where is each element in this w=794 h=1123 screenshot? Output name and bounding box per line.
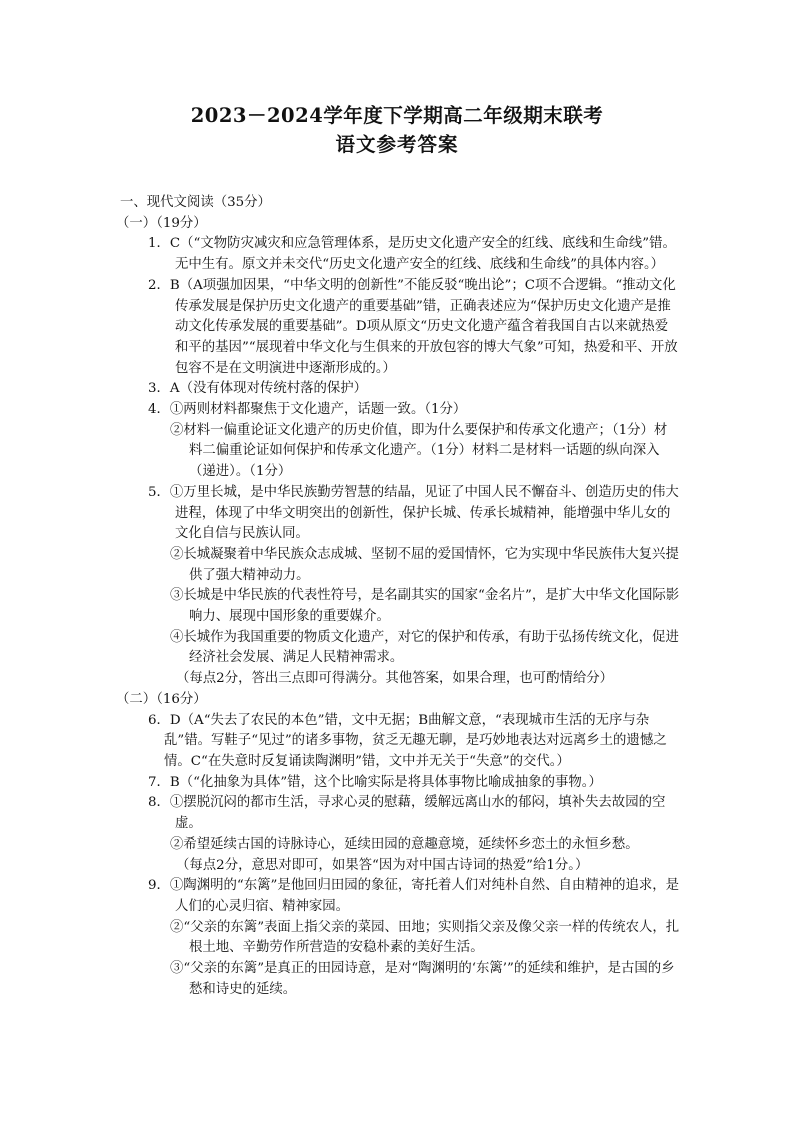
part-heading-2: （二）（16分） <box>116 691 207 707</box>
answer-content <box>116 193 680 1000</box>
answer-q9-point1: 9．①陶渊明的“东篱”是他回归田园的象征，寄托着人们对纯朴自然、自由精神的追求，是人们的心灵归宿、精神家园。 <box>148 878 680 914</box>
answer-q8-point2: ②希望延续古国的诗脉诗心，延续田园的意趣意境，延续怀乡恋土的永恒乡愁。 <box>170 836 639 852</box>
answer-q5-point3: ③长城是中华民族的代表性符号，是名副其实的国家“金名片”，是扩大中华文化国际影响力、展现中国形象的重要媒介。 <box>170 588 680 625</box>
answer-q5-point1: 5．①万里长城，是中华民族勤劳智慧的结晶，见证了中国人民不懈奋斗、创造历史的伟大进程，体现了中华文明突出的创新性，保护长城、传承长城精神，能增强中华儿女的文化自信与民族认同。 <box>148 484 679 542</box>
answer-q9-point3: ③“父亲的东篱”是真正的田园诗意，是对“陶渊明的‘东篱’”的延续和维护，是古国的乡愁和诗史的延续。 <box>170 961 675 997</box>
document-title: 2023－2024学年度下学期高二年级期末联考 <box>190 104 604 127</box>
answer-q1: 1．C（“文物防灾减灾和应急管理体系，是历史文化遗产安全的红线、底线和生命线”错。无中生有。原文并未交代“历史文化遗产安全的红线、底线和生命线”的具体内容。） <box>148 236 676 273</box>
answer-q5-point4: ④长城作为我国重要的物质文化遗产，对它的保护和传承，有助于弘扬传统文化，促进经济社会发展、满足人民精神需求。 <box>170 629 679 666</box>
answer-q5-point2: ②长城凝聚着中华民族众志成城、坚韧不屈的爱国情怀，它为实现中华民族伟大复兴提供了强大精神动力。 <box>170 546 679 583</box>
answer-q5-note: （每点2分，答出三点即可得满分。其他答案，如果合理，也可酌情给分） <box>176 671 614 687</box>
answer-q4-point1: 4．①两则材料都聚焦于文化遗产，话题一致。（1分） <box>148 402 467 418</box>
part-heading-1: （一）（19分） <box>116 215 207 231</box>
section-heading: 一、现代文阅读（35分） <box>120 195 271 210</box>
answer-q4-point2: ②材料一偏重论证文化遗产的历史价值，即为什么要保护和传承文化遗产；（1分）材料二偏重论证如何保护和传承文化遗产。（1分）材料二是材料一话题的纵向深入（递进）。（1分） <box>170 422 668 480</box>
answer-q2: 2．B（A项强加因果，“中华文明的创新性”不能反驳“晚出论”；C项不合逻辑。“推动文化传承发展是保护历史文化遗产的重要基础”错，正确表述应为“保护历史文化遗产是推动文化传承发展的重要基础”。D项从原文“历史文化遗产蕴含着我国自古以来就热爱和平的基因”“展现着中华文化与生俱来的开放包容的博大气象”可知，热爱和平、开放包容不是在文明演进中逐渐形成的。） <box>148 277 678 376</box>
document-subtitle: 语文参考答案 <box>335 133 459 156</box>
answer-q8-note: （每点2分，意思对即可，如果答“因为对中国古诗词的热爱”给1分。） <box>176 857 589 873</box>
answer-q6: 6．D（A“失去了农民的本色”错，文中无据；B曲解文意，“表现城市生活的无序与杂乱”错。写鞋子“见过”的诸多事物，贫乏无趣无聊，是巧妙地表达对远离乡土的遗憾之情。C“在失意时反复诵读陶渊明”错，文中并无关于“失意”的交代。） <box>148 712 667 769</box>
answer-q3: 3．A（没有体现对传统村落的保护） <box>148 381 368 397</box>
answer-q8-point1: 8．①摆脱沉闷的都市生活，寻求心灵的慰藉，缓解远离山水的郁闷，填补失去故园的空虚。 <box>148 795 666 832</box>
answer-q9-point2: ②“父亲的东篱”表面上指父亲的菜园、田地；实则指父亲及像父亲一样的传统农人，扎根土地、辛勤劳作所营造的安稳朴素的美好生活。 <box>170 919 680 956</box>
answer-q7: 7．B（“化抽象为具体”错，这个比喻实际是将具体事物比喻成抽象的事物。） <box>148 774 602 790</box>
